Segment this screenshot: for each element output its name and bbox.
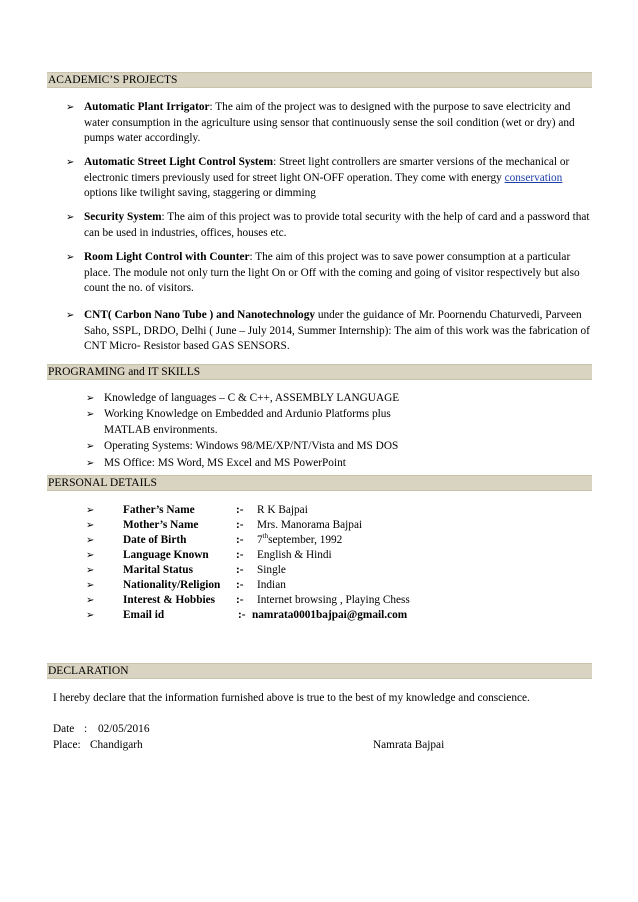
bullet-arrow-icon: ➢: [86, 458, 95, 469]
bullet-arrow-icon: ➢: [66, 157, 75, 168]
project-title: CNT( Carbon Nano Tube ) and Nanotechnology: [84, 309, 316, 321]
date-label: Date: [53, 723, 75, 735]
skill-item: Operating Systems: Windows 98/ME/XP/NT/Vista and MS DOS: [104, 440, 399, 452]
declaration-text: I hereby declare that the information furnished above is true to the best of my knowledge and conscience.: [53, 692, 530, 704]
personal-label: Interest & Hobbies: [123, 594, 216, 606]
bullet-arrow-icon: ➢: [86, 393, 95, 404]
bullet-arrow-icon: ➢: [86, 550, 95, 561]
personal-sep: :-: [238, 609, 246, 621]
signature-name: Namrata Bajpai: [373, 739, 445, 751]
project-description: Street light controllers are smarter versions of the mechanical or electronic timers previously used for street light ON-OFF operation. They come with energy: [84, 156, 570, 184]
personal-value-dob: [257, 533, 342, 548]
date-value: 02/05/2016: [98, 723, 150, 735]
project-item: [84, 100, 594, 147]
personal-value-hobbies: Internet browsing , Playing Chess: [257, 594, 410, 606]
section-title-declaration: DECLARATION: [48, 665, 129, 677]
project-sep: :: [249, 251, 256, 263]
personal-sep: :-: [236, 534, 244, 546]
place-value: Chandigarh: [90, 739, 143, 751]
bullet-arrow-icon: ➢: [86, 520, 95, 531]
bullet-arrow-icon: ➢: [66, 212, 75, 223]
section-title-projects: ACADEMIC’S PROJECTS: [48, 74, 178, 86]
personal-label: Marital Status: [123, 564, 193, 576]
personal-value-email[interactable]: namrata0001bajpai@gmail.com: [252, 609, 408, 621]
project-sep: :: [273, 156, 280, 168]
project-description: The aim of this project was to provide total security with the help of card and a password that can be used in industries, offices, houses etc.: [84, 211, 590, 239]
personal-label: Mother’s Name: [123, 519, 199, 531]
personal-value-marital: Single: [257, 564, 286, 576]
personal-value-father: R K Bajpai: [257, 504, 308, 516]
project-item: [84, 250, 594, 297]
project-description: under the guidance of Mr. Poornendu Chaturvedi, Parveen Saho, SSPL, DRDO, Delhi ( June – July 2014, Summer Internship): The aim of this work was the fabrication of CNT Micro- Resistor based GAS SENSORS.: [84, 309, 590, 352]
section-title-personal: PERSONAL DETAILS: [48, 477, 157, 489]
conservation-link[interactable]: conservation: [504, 171, 563, 184]
personal-value-language: English & Hindi: [257, 549, 332, 561]
bullet-arrow-icon: ➢: [86, 505, 95, 516]
skill-item: Knowledge of languages – C & C++, ASSEMBLY LANGUAGE: [104, 392, 400, 404]
project-item: [84, 155, 594, 202]
dob-day: 7: [257, 534, 263, 546]
skill-item: MS Office: MS Word, MS Excel and MS PowerPoint: [104, 457, 346, 469]
bullet-arrow-icon: ➢: [66, 310, 75, 321]
project-description: The aim of this project was to save power consumption at a particular place. The module not only turn the light On or Off with the coming and going of visitor respectively but also count the no. of visitors.: [84, 251, 580, 294]
project-sep: :: [161, 211, 168, 223]
project-title: Automatic Street Light Control System: [84, 156, 274, 168]
dob-day-suffix: th: [262, 532, 269, 541]
project-title: Automatic Plant Irrigator: [84, 101, 210, 113]
personal-value-nationality: Indian: [257, 579, 286, 591]
date-sep: :: [84, 723, 88, 735]
bullet-arrow-icon: ➢: [86, 595, 95, 606]
section-header-declaration: [47, 663, 592, 679]
place-label: Place:: [53, 739, 81, 751]
personal-sep: :-: [236, 594, 244, 606]
personal-sep: :-: [236, 564, 244, 576]
project-description-cont: options like twilight saving, staggering or dimming: [84, 187, 316, 199]
personal-value-mother: Mrs. Manorama Bajpai: [257, 519, 363, 531]
project-title: Security System: [84, 211, 162, 223]
project-item: [84, 308, 594, 355]
section-header-personal: [47, 475, 592, 491]
bullet-arrow-icon: ➢: [86, 441, 95, 452]
bullet-arrow-icon: ➢: [86, 580, 95, 591]
dob-month-year: september, 1992: [268, 534, 343, 546]
section-header-projects: [47, 72, 592, 88]
project-item: [84, 210, 594, 241]
bullet-arrow-icon: ➢: [66, 252, 75, 263]
personal-label: Date of Birth: [123, 534, 187, 546]
bullet-arrow-icon: ➢: [86, 535, 95, 546]
bullet-arrow-icon: ➢: [66, 102, 75, 113]
project-description: The aim of the project was to designed with the purpose to save electricity and water consumption in the agriculture using sensor that continuously sense the soil condition (wet or dry) and pumps water accordingly.: [84, 101, 575, 144]
bullet-arrow-icon: ➢: [86, 610, 95, 621]
personal-label: Nationality/Religion: [123, 579, 221, 591]
section-title-skills: PROGRAMING and IT SKILLS: [48, 366, 201, 378]
bullet-arrow-icon: ➢: [86, 409, 95, 420]
personal-label: Email id: [123, 609, 165, 621]
section-header-skills: [47, 364, 592, 380]
personal-sep: :-: [236, 579, 244, 591]
personal-label: Language Known: [123, 549, 209, 561]
skill-item: Working Knowledge on Embedded and Ardunio Platforms plus MATLAB environments.: [104, 408, 391, 436]
project-sep: :: [209, 101, 216, 113]
bullet-arrow-icon: ➢: [86, 565, 95, 576]
project-title: Room Light Control with Counter: [84, 251, 250, 263]
personal-sep: :-: [236, 549, 244, 561]
personal-label: Father’s Name: [123, 504, 195, 516]
personal-sep: :-: [236, 504, 244, 516]
personal-sep: :-: [236, 519, 244, 531]
